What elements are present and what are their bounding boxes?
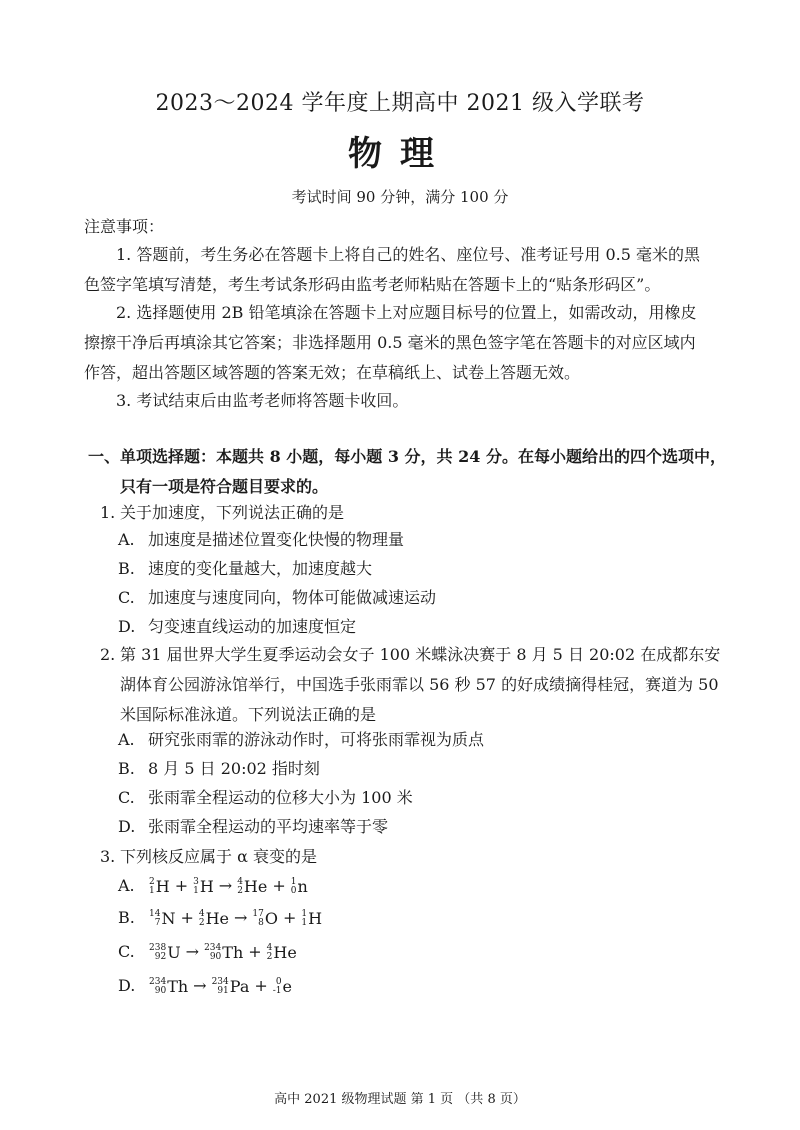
notice-item: 2. 选择题使用 2B 铅笔填涂在答题卡上对应题目标号的位置上，如需改动，用橡皮擦擦干净后再填涂其它答案；非选择题用 0.5 毫米的黑色签字笔在答题卡的对应区域内作答，超出答题区域答题的答案无效；在草稿纸上、试卷上答题无效。: [84, 303, 697, 382]
option-item: [118, 584, 678, 612]
notice-item: 3. 考试结束后由监考老师将答题卡收回。: [116, 391, 409, 410]
atomic-number: 91: [217, 985, 229, 996]
mass-number: 1: [301, 908, 308, 919]
option-letter: C.: [118, 588, 135, 607]
question-stem: [100, 640, 730, 730]
element-symbol: He: [205, 908, 230, 928]
option-text: 速度的变化量越大，加速度越大: [148, 559, 373, 578]
option-letter: A.: [118, 876, 135, 895]
option-text: 加速度是描述位置变化快慢的物理量: [148, 530, 405, 549]
element-symbol: n: [297, 876, 308, 896]
option-letter: A.: [118, 530, 135, 549]
option-item: [118, 813, 678, 841]
question-stem: [100, 498, 730, 528]
reaction-arrow: →: [185, 942, 200, 961]
element-symbol: Th: [167, 976, 189, 996]
option-item: [118, 613, 678, 641]
atomic-number: 7: [154, 917, 161, 928]
exam-info: 考试时间 90 分钟，满分 100 分: [291, 188, 509, 206]
option-item: [118, 526, 678, 554]
mass-number: 4: [237, 876, 243, 887]
element-symbol: H: [308, 908, 323, 928]
page-footer: 高中 2021 级物理试题 第 1 页 （共 8 页）: [274, 1092, 526, 1107]
atomic-number: 2: [198, 917, 205, 928]
nuclide: [193, 873, 214, 901]
nuclide: [267, 939, 297, 967]
plus-sign: +: [254, 976, 268, 995]
nuclide: [291, 873, 308, 901]
notice-title: 注意事项：: [84, 217, 165, 236]
mass-number: 1: [290, 876, 297, 887]
nuclide: [212, 973, 250, 1001]
option-text: 张雨霏全程运动的位移大小为 100 米: [148, 788, 413, 807]
option-text: 研究张雨霏的游泳动作时，可将张雨霏视为质点: [148, 730, 485, 749]
mass-number: 234: [211, 976, 229, 987]
option-letter: A.: [118, 730, 135, 749]
nuclide: [149, 973, 188, 1001]
mass-number: 14: [149, 908, 161, 919]
nuclide: [149, 905, 175, 933]
nuclide-numbers: [149, 978, 166, 996]
nuclide-numbers: [252, 910, 263, 928]
reaction-arrow: →: [193, 976, 207, 995]
option-item: [118, 872, 678, 901]
element-symbol: N: [161, 908, 176, 928]
nuclide: [301, 905, 322, 933]
option-item: [118, 972, 678, 1001]
atomic-number: 1: [193, 885, 199, 896]
subject-title: 物理: [348, 134, 452, 174]
mass-number: 238: [149, 942, 167, 953]
option-letter: D.: [118, 976, 136, 995]
plus-sign: +: [248, 942, 262, 961]
nuclide: [273, 973, 292, 1001]
mass-number: 234: [204, 942, 222, 953]
mass-number: 4: [266, 942, 273, 953]
question-text: 第 31 届世界大学生夏季运动会女子 100 米蝶泳决赛于 8 月 5 日 20:02 在成都东安湖体育公园游泳馆举行，中国选手张雨霏以 56 秒 57 的好成绩摘得桂冠，赛道为 50 米国际标准泳道。下列说法正确的是: [120, 645, 721, 724]
nuclide-numbers: [212, 978, 229, 996]
option-letter: B.: [118, 908, 135, 927]
question-stem: [100, 842, 730, 872]
exam-title: 2023～2024 学年度上期高中 2021 级入学联考: [155, 91, 645, 116]
option-text: 加速度与速度同向，物体可能做减速运动: [148, 588, 437, 607]
element-symbol: e: [282, 976, 293, 996]
option-item: [118, 938, 678, 967]
mass-number: 17: [252, 908, 264, 919]
question-text: 关于加速度，下列说法正确的是: [120, 503, 345, 522]
plus-sign: +: [283, 908, 297, 927]
question-number: 3.: [100, 847, 116, 866]
option-item: [118, 784, 678, 812]
nuclide: [237, 873, 267, 901]
atomic-number: 92: [154, 951, 167, 962]
nuclide: [199, 905, 229, 933]
option-letter: D.: [118, 617, 136, 636]
question-number: 2.: [100, 645, 116, 664]
plus-sign: +: [180, 908, 194, 927]
option-item: [118, 904, 678, 933]
nuclear-reaction: [148, 942, 298, 961]
atomic-number: 0: [290, 885, 297, 896]
nuclear-reaction: [148, 876, 309, 895]
nuclide-numbers: [301, 910, 307, 928]
element-symbol: O: [264, 908, 278, 928]
nuclide-numbers: [273, 978, 282, 996]
nuclide: [204, 939, 243, 967]
nuclide-numbers: [149, 944, 166, 962]
option-text: 8 月 5 日 20:02 指时刻: [148, 759, 320, 778]
option-letter: C.: [118, 942, 135, 961]
element-symbol: He: [243, 876, 268, 896]
atomic-number: 2: [266, 951, 273, 962]
nuclide-numbers: [149, 910, 160, 928]
atomic-number: 8: [258, 917, 264, 928]
atomic-number: 90: [209, 951, 222, 962]
nuclide-numbers: [267, 944, 273, 962]
element-symbol: H: [199, 876, 214, 896]
reaction-arrow: →: [234, 908, 248, 927]
option-letter: C.: [118, 788, 135, 807]
nuclide-numbers: [199, 910, 205, 928]
element-symbol: Th: [222, 942, 244, 962]
atomic-number: -1: [272, 985, 282, 996]
plus-sign: +: [174, 876, 189, 895]
nuclear-reaction: [148, 976, 293, 995]
nuclide-numbers: [291, 878, 297, 896]
mass-number: 0: [275, 976, 282, 987]
nuclide-numbers: [204, 944, 221, 962]
mass-number: 3: [193, 876, 199, 887]
question-number: 1.: [100, 503, 116, 522]
element-symbol: U: [167, 942, 181, 962]
element-symbol: He: [273, 942, 297, 962]
atomic-number: 2: [237, 885, 243, 896]
nuclide: [149, 939, 181, 967]
atomic-number: 1: [301, 917, 308, 928]
nuclide-numbers: [193, 878, 199, 896]
option-letter: B.: [118, 759, 135, 778]
nuclear-reaction: [148, 908, 323, 927]
option-item: [118, 726, 678, 754]
option-text: 匀变速直线运动的加速度恒定: [148, 617, 357, 636]
section-header: 一、单项选择题：本题共 8 小题，每小题 3 分，共 24 分。在每小题给出的四个选项中，只有一项是符合题目要求的。: [88, 447, 726, 496]
option-text: 张雨霏全程运动的平均速率等于零: [148, 817, 389, 836]
option-item: [118, 555, 678, 583]
mass-number: 2: [149, 876, 155, 887]
question-text: 下列核反应属于 α 衰变的是: [120, 847, 317, 866]
atomic-number: 90: [154, 985, 167, 996]
nuclide-numbers: [237, 878, 243, 896]
mass-number: 4: [198, 908, 205, 919]
element-symbol: Pa: [229, 976, 250, 996]
notice-item: 1. 答题前，考生务必在答题卡上将自己的姓名、座位号、准考证号用 0.5 毫米的黑色签字笔填写清楚，考生考试条形码由监考老师粘贴在答题卡上的“贴条形码区”。: [84, 245, 700, 294]
option-letter: D.: [118, 817, 136, 836]
option-letter: B.: [118, 559, 135, 578]
nuclide: [252, 905, 278, 933]
nuclide-numbers: [149, 878, 155, 896]
option-item: [118, 755, 678, 783]
mass-number: 234: [149, 976, 167, 987]
plus-sign: +: [272, 876, 286, 895]
atomic-number: 1: [149, 885, 155, 896]
nuclide: [149, 873, 170, 901]
element-symbol: H: [155, 876, 170, 896]
reaction-arrow: →: [218, 876, 233, 895]
